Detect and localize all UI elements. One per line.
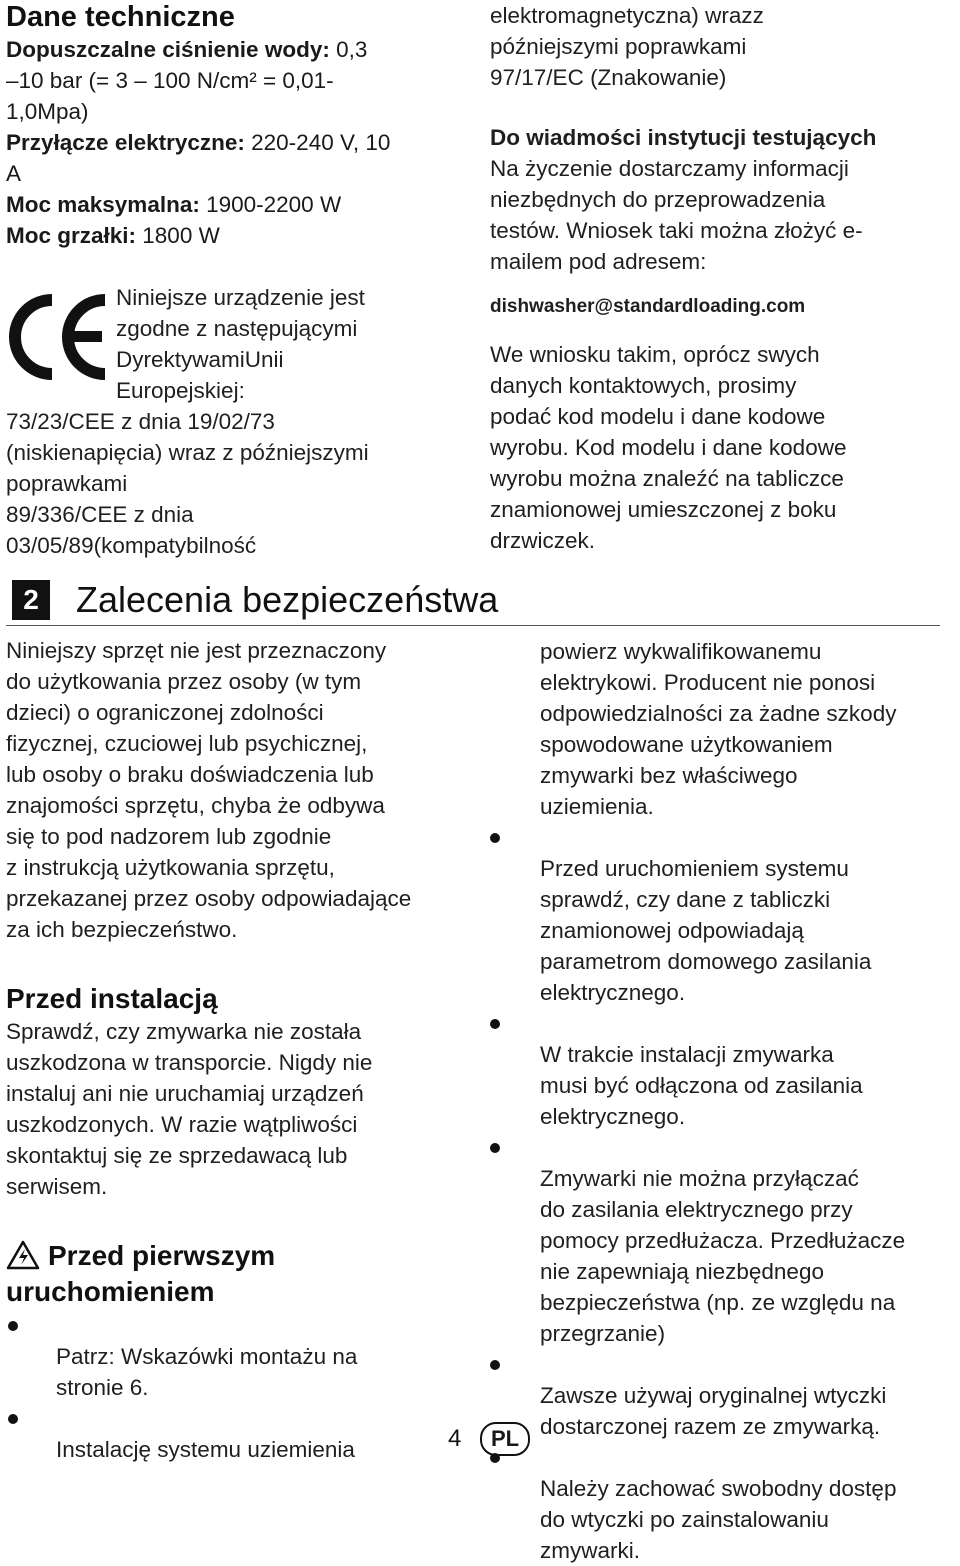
ce-mark-icon [4,292,112,382]
list-item: Należy zachować swobodny dostęp do wtyczki po zainstalowaniu zmywarki. [488,1442,960,1566]
safety-list-right [488,822,960,1566]
list-item: Patrz: Wskazówki montażu na stronie 6. [6,1310,466,1403]
before-install-text: Sprawdź, czy zmywarka nie została uszkodzona w transporcie. Nigdy nie instaluj ani nie uruchamiaj urządzeń uszkodzonych. W razie wątpliwości skontaktuj się ze sprzedawacą lub serwisem. [6,1019,373,1199]
bullet-icon [8,1414,18,1424]
testing-heading: Do wiadmości instytucji testujących [490,125,877,150]
tech-specs [6,34,466,251]
spec-electrical: Przyłącze elektryczne: 220-240 V, 10 A [6,130,391,186]
first-use-list [6,1310,466,1465]
list-item: W trakcie instalacji zmywarka musi być odłączona od zasilania elektrycznego. [488,1008,960,1132]
section-title: Zalecenia bezpieczeństwa [76,579,499,620]
bullet-icon [490,1360,500,1370]
ce-intro: Niniejsze urządzenie jest zgodne z następującymi DyrektywamiUnii Europejskiej: [116,285,365,403]
first-use-heading: Przed pierwszym uruchomieniem [6,1240,276,1307]
testing-email[interactable]: dishwasher@standardloading.com [490,296,806,317]
list-item: Instalację systemu uziemienia [6,1403,466,1465]
list-item: Zawsze używaj oryginalnej wtyczki dostarczonej razem ze zmywarką. [488,1349,960,1442]
bullet-icon [8,1321,18,1331]
ce-directives-continued: elektromagnetyczna) wrazz późniejszymi poprawkami 97/17/EC (Znakowanie) [490,3,764,90]
tech-heading: Dane techniczne [6,1,235,33]
before-install-heading: Przed instalacją [6,983,218,1014]
section-number-badge: 2 [12,580,50,620]
bullet-icon [490,833,500,843]
grounding-continued: powierz wykwalifikowanemu elektrykowi. Producent nie ponosi odpowiedzialności za żadne szkody spowodowane użytkowaniem zmywarki bez właściwego uziemienia. [540,639,897,819]
bullet-icon [490,1143,500,1153]
bullet-icon [490,1019,500,1029]
language-badge: PL [480,1422,530,1456]
testing-text: Na życzenie dostarczamy informacji niezbędnych do przeprowadzenia testów. Wniosek taki można złożyć e- mailem pod adresem: [490,156,863,274]
spec-max-power: Moc maksymalna: 1900-2200 W [6,192,342,217]
spec-heater-power: Moc grzałki: 1800 W [6,223,220,248]
testing-request: We wniosku takim, oprócz swych danych kontaktowych, prosimy podać kod modelu i dane kodowe wyrobu. Kod modelu i dane kodowe wyrobu można znaleźć na tabliczce znamionowej umieszczonej z boku drzwiczek. [490,342,847,553]
safety-intro: Niniejszy sprzęt nie jest przeznaczony do użytkowania przez osoby (w tym dzieci) o ograniczonej zdolności fizycznej, czuciowej lub psychicznej, lub osoby o braku doświadczenia lub znajomości sprzętu, chyba że odbywa się to pod nadzorem lub zgodnie z instrukcją użytkowania sprzętu, przekazanej przez osoby odpowiadające za ich bezpieczeństwo. [6,638,412,942]
list-item: Przed uruchomieniem systemu sprawdź, czy dane z tabliczki znamionowej odpowiadają parametrom domowego zasilania elektrycznego. [488,822,960,1008]
section-divider [6,625,940,626]
list-item: Zmywarki nie można przyłączać do zasilania elektrycznego przy pomocy przedłużacza. Przedłużacze nie zapewniają niezbędnego bezpieczeństwa (np. ze względu na przegrzanie) [488,1132,960,1349]
ce-directives: 73/23/CEE z dnia 19/02/73 (niskienapięcia) wraz z późniejszymi poprawkami 89/336/CEE z dnia 03/05/89(kompatybilność [6,409,369,558]
page-number: 4 [448,1425,462,1452]
spec-water-pressure: Dopuszczalne ciśnienie wody: 0,3 –10 bar (= 3 – 100 N/cm² = 0,01- 1,0Mpa) [6,37,368,124]
